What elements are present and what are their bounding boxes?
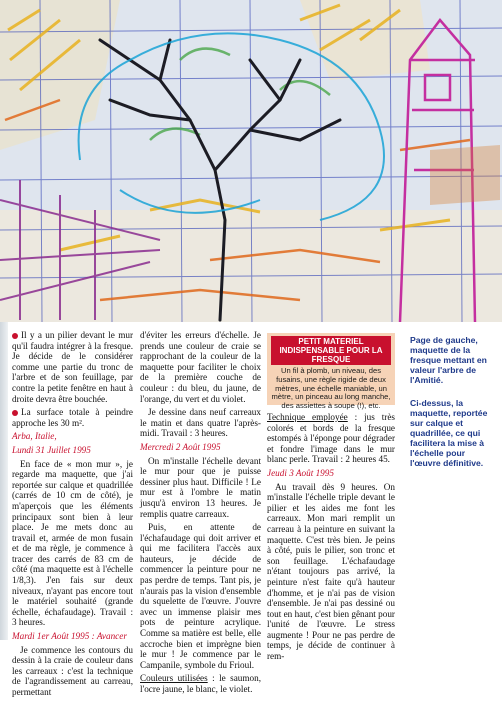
text-column-3 (267, 412, 395, 665)
material-box (267, 333, 395, 411)
col2-paragraph-1: d'éviter les erreurs d'échelle. Je prends une couleur de craie se rapprochant de la couleur de la maquette pour faciliter le choix de la première couche de couleur : du bleu, du jaune, de l'orange, du vert et du violet. (140, 330, 261, 404)
col2-paragraph-2: Je dessine dans neuf carreaux le matin et dans quatre l'après-midi. Travail : 3 heures. (140, 407, 261, 439)
material-box-title: PETIT MATERIEL INDISPENSABLE POUR LA FRESQUE (271, 336, 391, 365)
technique-paragraph: Technique employée : jus très colorés et bords de la fresque estompés à l'éponge pour dégrader et fondre l'image dans le mur blanc perle. Travail : 2 heures 45. (267, 412, 395, 465)
red-bullet-icon (12, 333, 18, 339)
col2-paragraph-3: Puis, en attente de l'échafaudage qui doit arriver et qui me facilitera l'accès aux hauteurs, je décide de commencer la peinture pour ne pas perdre de temps. Tant pis, je n'aurais pas la vision d'ensemble du squelette de l'œuvre. J'ouvre avec un immense plaisir mes pots de peinture acrylique. Comme sa matière est belle, elle accroche bien et imprègne bien le mur ! Je commence par le Campanile, symbole du Frioul. (140, 522, 261, 670)
text-column-1 (12, 330, 133, 701)
date-heading-3: Mercredi 2 Août 1995 (140, 441, 221, 452)
entry-3: On m'installe l'échelle devant le mur pour que je puisse dessiner plus haut. Difficile ! Le mur est à l'ombre le matin jusqu'à environ 13 heures. Je remplis quatre carreaux. (140, 455, 261, 519)
colors-paragraph: Couleurs utilisées : le saumon, l'ocre jaune, le blanc, le violet. (140, 673, 261, 694)
entry-1: En face de « mon mur », je regarde ma maquette, que j'ai reportée sur calque et quadrillée (carrés de 10 cm de côté), je m'aperçois que les éléments principaux sont bien à leur place. Je me mets donc au travail et, armée de mon fusain et de ma règle, je commence à tracer des carrés de 83 cm de côté (ma maquette est à l'échelle 1/8,3). J'en fais sur deux niveaux, n'ayant pas encore tout le matériel souhaité (grande échelle, échafaudage). Travail : 3 heures. (12, 458, 133, 628)
date-heading-2: Mardi 1er Août 1995 : Avancer (12, 631, 127, 642)
caption-left-page: Page de gauche, maquette de la fresque mettant en valeur l'arbre de l'Amitié. (410, 335, 487, 385)
surface-paragraph: La surface totale à peindre approche les 30 m². (12, 407, 133, 428)
caption-above: Ci-dessus, la maquette, reportée sur calque et quadrillée, ce qui facilitera la mise à l'échelle pour l'œuvre définitive. (410, 398, 488, 468)
material-box-body: Un fil à plomb, un niveau, des fusains, une règle rigide de deux mètres, une échelle maniable, un mètre, un pinceau au long manche, des assiettes à soupe (!), etc. (271, 366, 391, 411)
red-bullet-icon (12, 410, 18, 416)
entry-4: Au travail dès 9 heures. On m'installe l'échelle triple devant le pilier et les aides me font les carreaux. Mon mari remplit un carreau à la peinture en suivant la maquette. C'est très bien. Je peins à côté, puis le pilier, son tronc et son feuillage. L'échafaudage n'étant toujours pas arrivé, la peinture n'est faite qu'à hauteur d'homme, et je n'ai pas de vision d'ensemble. Je n'ai pas dessiné ou tout en haut, c'est bien gênant pour l'unité de l'œuvre. Le stress augmente ! Pour ne pas perdre de temps, je décide de continuer à rem- (267, 481, 395, 662)
intro-paragraph: Il y a un pilier devant le mur qu'il faudra intégrer à la fresque. Je décide de le considérer comme une partie du tronc de l'arbre et de son feuillage, par contre la petite fenêtre en haut à droite devra être bouchée. (12, 330, 133, 404)
entry-2: Je commence les contours du dessin à la craie de couleur dans les carreaux : c'est la technique de l'agrandissement au carreau, permettant (12, 644, 133, 697)
fresco-sketch-image (0, 0, 502, 322)
date-heading-1: Lundi 31 Juillet 1995 (12, 444, 91, 455)
text-column-2 (140, 330, 261, 698)
place-line: Arba, Italie, (12, 431, 57, 442)
date-heading-4: Jeudi 3 Août 1995 (267, 467, 334, 478)
